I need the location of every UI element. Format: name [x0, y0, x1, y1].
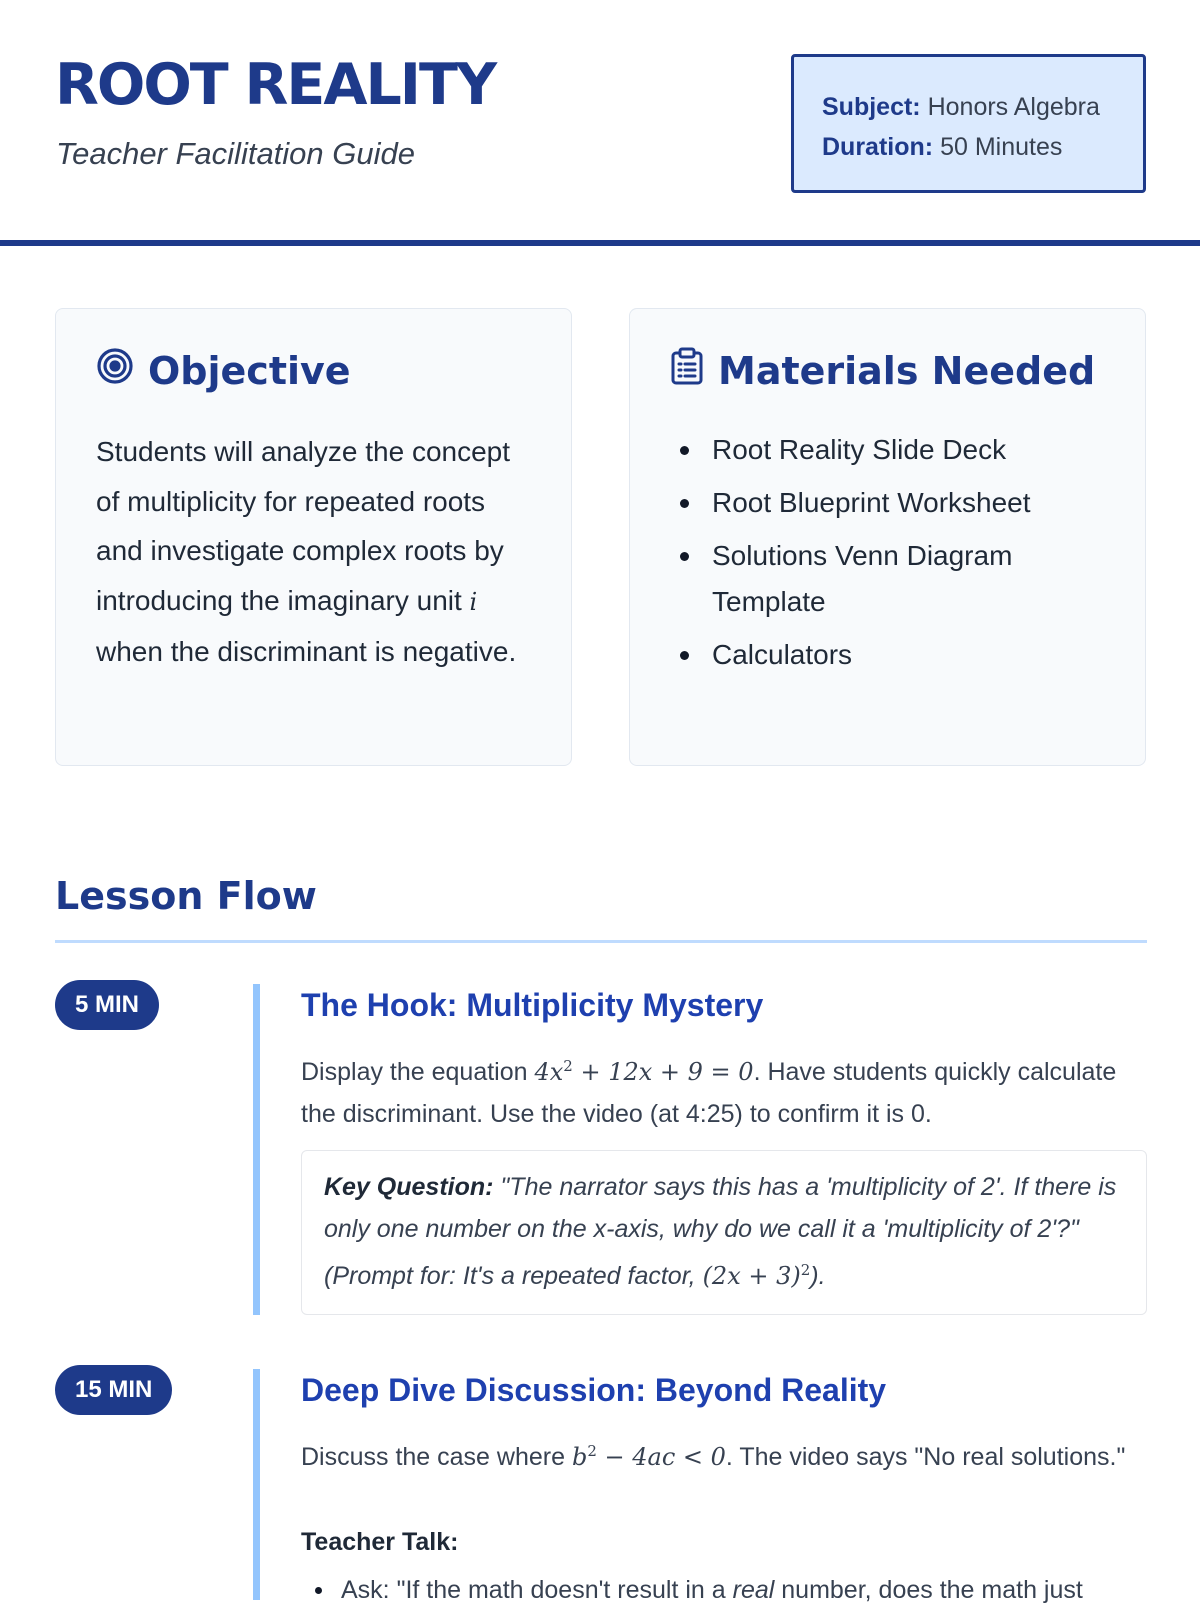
page-title: ROOT REALITY: [55, 52, 496, 118]
discriminant-rest: − 4ac < 0: [596, 1443, 726, 1471]
target-icon: [96, 347, 134, 394]
clipboard-icon: [670, 347, 704, 394]
objective-text-part: when the discriminant is negative.: [96, 636, 517, 667]
step-description: [301, 1431, 1146, 1479]
page-header: [0, 0, 1200, 246]
factor-exponent: 2: [800, 1261, 811, 1279]
timeline-bar: [253, 1369, 260, 1600]
step-description: [301, 1046, 1146, 1135]
duration-row: [822, 127, 1143, 167]
key-question-box: [301, 1150, 1147, 1315]
step-text-part: Discuss the case where: [301, 1443, 572, 1471]
objective-header: [96, 347, 351, 394]
discriminant-term: b: [571, 1443, 588, 1471]
key-question-label: Key Question:: [324, 1173, 494, 1201]
step-title: Deep Dive Discussion: Beyond Reality: [301, 1372, 887, 1408]
materials-header: [670, 347, 1095, 394]
step-title: The Hook: Multiplicity Mystery: [301, 987, 764, 1023]
factor-math: [703, 1262, 811, 1290]
talk-emphasis: real: [732, 1576, 775, 1604]
lesson-flow-heading: Lesson Flow: [55, 874, 317, 918]
duration-value: 50 Minutes: [940, 133, 1063, 161]
equation-term: 4x: [534, 1058, 564, 1086]
discriminant-exponent: 2: [587, 1442, 597, 1460]
discriminant-math: [572, 1443, 726, 1471]
objective-title: Objective: [148, 348, 351, 393]
timeline-bar: [253, 984, 260, 1315]
teacher-talk-label: Teacher Talk:: [301, 1528, 459, 1556]
key-question-text: "The narrator says this has a 'multiplicity of 2'. If there is only one number on the x-axis, why do we call it a 'multiplicity of 2'?" (Prompt for: It's a repeated factor,: [324, 1173, 1117, 1290]
equation-rest: + 12x + 9 = 0: [572, 1058, 754, 1086]
step-text-part: . The video says "No real solutions.": [725, 1443, 1126, 1471]
factor-term: (2x + 3): [702, 1262, 801, 1290]
list-item: [301, 1570, 1161, 1610]
equation-math: [534, 1058, 753, 1086]
objective-text-part: Students will analyze the concept of multiplicity for repeated roots and investigate complex roots by introducing the imaginary unit: [96, 436, 511, 616]
list-item: Calculators: [670, 632, 1110, 678]
step-text-part: Display the equation: [301, 1058, 535, 1086]
key-question-end: ).: [810, 1262, 826, 1290]
time-badge: 5 MIN: [55, 980, 159, 1030]
talk-text-part: number, does the math just: [774, 1576, 1083, 1604]
objective-text: [96, 427, 526, 677]
section-divider: [55, 940, 1147, 943]
teacher-talk-list: [301, 1570, 1161, 1610]
subject-row: [822, 87, 1143, 127]
objective-card: [55, 308, 572, 766]
time-badge: 15 MIN: [55, 1365, 172, 1415]
imaginary-unit-math: i: [469, 587, 478, 616]
list-item: Root Blueprint Worksheet: [670, 480, 1110, 526]
materials-card: [629, 308, 1146, 766]
list-item: Solutions Venn Diagram Template: [670, 533, 1110, 625]
list-item: Root Reality Slide Deck: [670, 427, 1110, 473]
lesson-info-box: [791, 54, 1146, 193]
duration-label: Duration:: [822, 133, 934, 161]
materials-title: Materials Needed: [718, 348, 1096, 393]
subject-value: Honors Algebra: [927, 93, 1100, 121]
equation-exponent: 2: [563, 1057, 573, 1075]
step-text-part: . Have students quickly calculate the discriminant. Use the video (at 4:25) to confirm it is 0.: [301, 1058, 1117, 1128]
materials-list: [670, 427, 1110, 685]
page-subtitle: Teacher Facilitation Guide: [56, 136, 415, 171]
subject-label: Subject:: [822, 93, 921, 121]
talk-text-part: Ask: "If the math doesn't result in a: [341, 1576, 733, 1604]
